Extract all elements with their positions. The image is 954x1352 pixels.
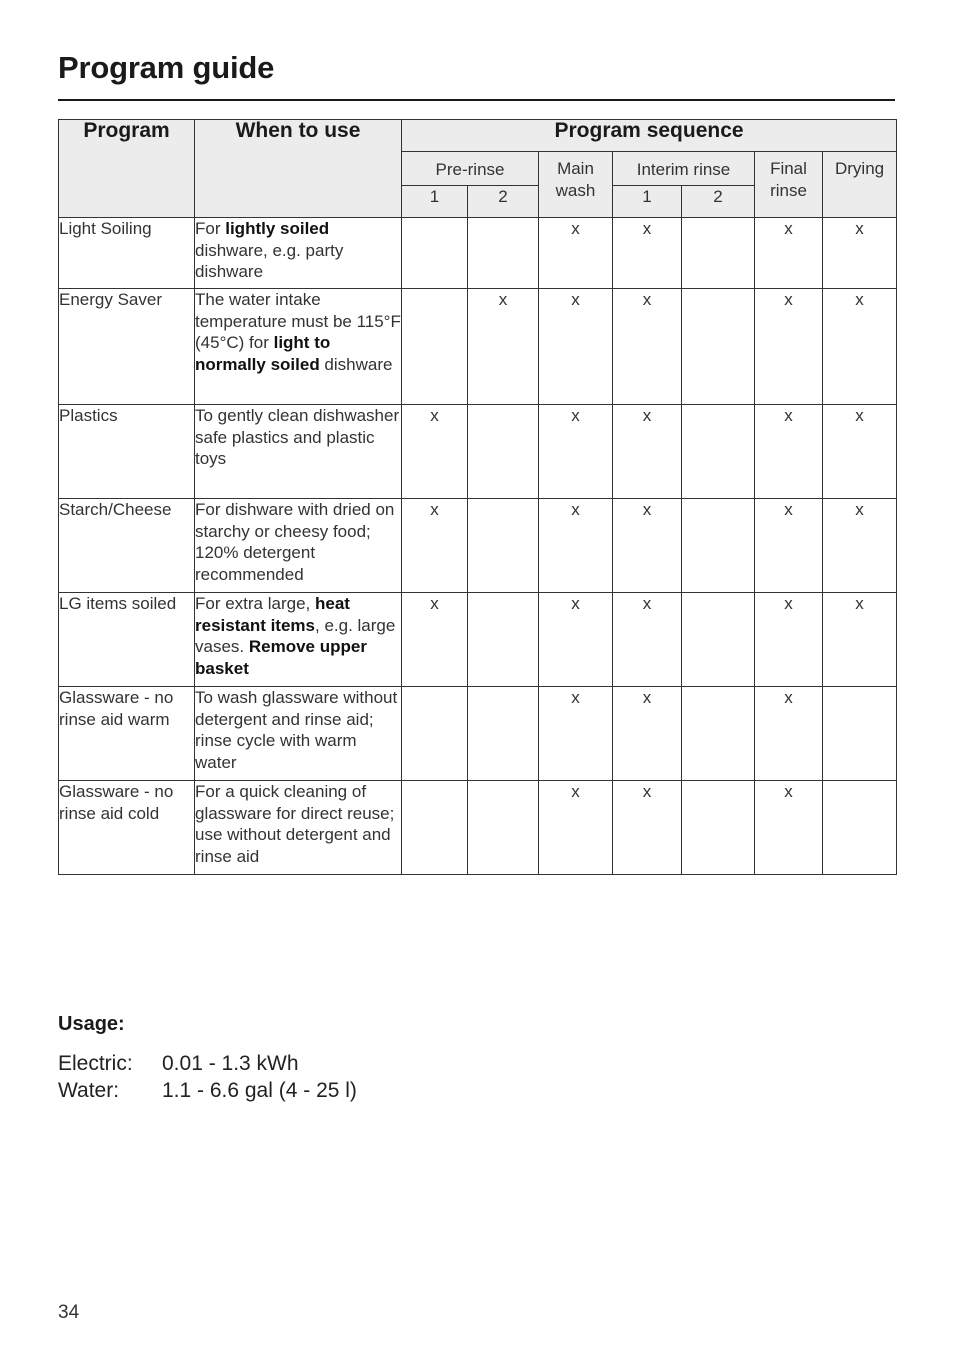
electric-label: Electric: <box>58 1052 133 1075</box>
table-row <box>59 218 897 289</box>
water-label: Water: <box>58 1079 120 1102</box>
program-name: Starch/Cheese <box>59 499 195 593</box>
title-divider <box>58 99 895 101</box>
mark-cell: x <box>539 405 613 499</box>
when-to-use-text <box>195 593 402 687</box>
mark-cell <box>402 781 468 875</box>
header-when-to-use: When to use <box>195 120 402 218</box>
table-row <box>59 289 897 405</box>
usage-electric <box>58 1052 299 1076</box>
mark-cell: x <box>755 499 823 593</box>
mark-cell: x <box>613 405 682 499</box>
mark-cell <box>468 499 539 593</box>
header-program: Program <box>59 120 195 218</box>
use-segment: For <box>195 219 226 238</box>
header-main-wash: Main wash <box>539 152 613 218</box>
mark-cell: x <box>539 289 613 405</box>
program-name: Glassware - no rinse aid cold <box>59 781 195 875</box>
mark-cell: x <box>755 218 823 289</box>
when-to-use-text <box>195 289 402 405</box>
use-segment: For a quick cleaning of glassware for direct reuse; use without detergent and rinse aid <box>195 782 395 866</box>
mark-cell <box>823 687 897 781</box>
mark-cell <box>468 687 539 781</box>
mark-cell: x <box>613 289 682 405</box>
use-segment-bold: Remove upper basket <box>195 637 367 678</box>
mark-cell: x <box>402 405 468 499</box>
use-segment: For dishware with dried on starchy or cheesy food; 120% detergent recommended <box>195 500 395 584</box>
mark-cell: x <box>539 687 613 781</box>
mark-cell: x <box>613 499 682 593</box>
mark-cell <box>682 499 755 593</box>
mark-cell: x <box>823 289 897 405</box>
mark-cell: x <box>823 593 897 687</box>
program-name: Plastics <box>59 405 195 499</box>
header-pre-rinse: Pre-rinse <box>402 152 539 186</box>
mark-cell <box>682 218 755 289</box>
mark-cell <box>823 781 897 875</box>
mark-cell <box>468 405 539 499</box>
mark-cell <box>468 218 539 289</box>
use-segment-bold: light to normally soiled <box>195 333 331 374</box>
use-segment: For extra large, <box>195 594 315 613</box>
mark-cell: x <box>539 218 613 289</box>
use-segment-bold: lightly soiled <box>225 219 330 238</box>
mark-cell: x <box>613 687 682 781</box>
use-segment: To gently clean dishwasher safe plastics and plastic toys <box>195 406 400 468</box>
header-interim-rinse-1: 1 <box>613 186 682 218</box>
water-value: 1.1 - 6.6 gal (4 - 25 l) <box>162 1079 357 1102</box>
mark-cell: x <box>755 781 823 875</box>
mark-cell <box>682 593 755 687</box>
program-name: LG items soiled <box>59 593 195 687</box>
use-segment-bold: heat resistant items <box>195 594 350 635</box>
mark-cell: x <box>539 781 613 875</box>
electric-value: 0.01 - 1.3 kWh <box>162 1052 299 1075</box>
mark-cell: x <box>613 593 682 687</box>
mark-cell: x <box>539 499 613 593</box>
header-interim-rinse: Interim rinse <box>613 152 755 186</box>
program-name: Glassware - no rinse aid warm <box>59 687 195 781</box>
when-to-use-text <box>195 781 402 875</box>
when-to-use-text <box>195 405 402 499</box>
page-number: 34 <box>58 1302 80 1323</box>
when-to-use-text <box>195 499 402 593</box>
page-title: Program guide <box>58 50 275 85</box>
mark-cell <box>402 218 468 289</box>
mark-cell <box>682 405 755 499</box>
table-row <box>59 405 897 499</box>
table-row <box>59 687 897 781</box>
use-segment: The water intake temperature must be 115°F (45°C) for <box>195 290 401 352</box>
header-final-rinse: Final rinse <box>755 152 823 218</box>
mark-cell: x <box>613 218 682 289</box>
when-to-use-text <box>195 687 402 781</box>
mark-cell: x <box>755 289 823 405</box>
header-pre-rinse-1: 1 <box>402 186 468 218</box>
mark-cell: x <box>755 593 823 687</box>
header-interim-rinse-2: 2 <box>682 186 755 218</box>
when-to-use-text <box>195 218 402 289</box>
use-segment: dishware, e.g. party dishware <box>195 240 344 281</box>
mark-cell: x <box>613 781 682 875</box>
mark-cell: x <box>468 289 539 405</box>
usage-water <box>58 1079 357 1103</box>
mark-cell: x <box>755 687 823 781</box>
program-guide-table <box>58 119 897 875</box>
mark-cell <box>402 289 468 405</box>
mark-cell: x <box>823 218 897 289</box>
mark-cell <box>468 593 539 687</box>
table-row <box>59 781 897 875</box>
use-segment: dishware <box>319 354 393 374</box>
mark-cell <box>682 687 755 781</box>
mark-cell: x <box>823 405 897 499</box>
mark-cell: x <box>539 593 613 687</box>
use-segment: , e.g. large vases. <box>195 615 396 656</box>
mark-cell: x <box>755 405 823 499</box>
mark-cell: x <box>402 593 468 687</box>
header-program-sequence: Program sequence <box>402 120 897 152</box>
table-row <box>59 499 897 593</box>
program-name: Energy Saver <box>59 289 195 405</box>
mark-cell: x <box>823 499 897 593</box>
usage-heading: Usage: <box>58 1013 125 1035</box>
header-drying: Drying <box>823 152 897 218</box>
table-row <box>59 593 897 687</box>
mark-cell <box>682 289 755 405</box>
program-name: Light Soiling <box>59 218 195 289</box>
mark-cell <box>682 781 755 875</box>
use-segment: To wash glassware without detergent and rinse aid; rinse cycle with warm water <box>195 688 398 772</box>
mark-cell <box>468 781 539 875</box>
mark-cell: x <box>402 499 468 593</box>
header-pre-rinse-2: 2 <box>468 186 539 218</box>
mark-cell <box>402 687 468 781</box>
